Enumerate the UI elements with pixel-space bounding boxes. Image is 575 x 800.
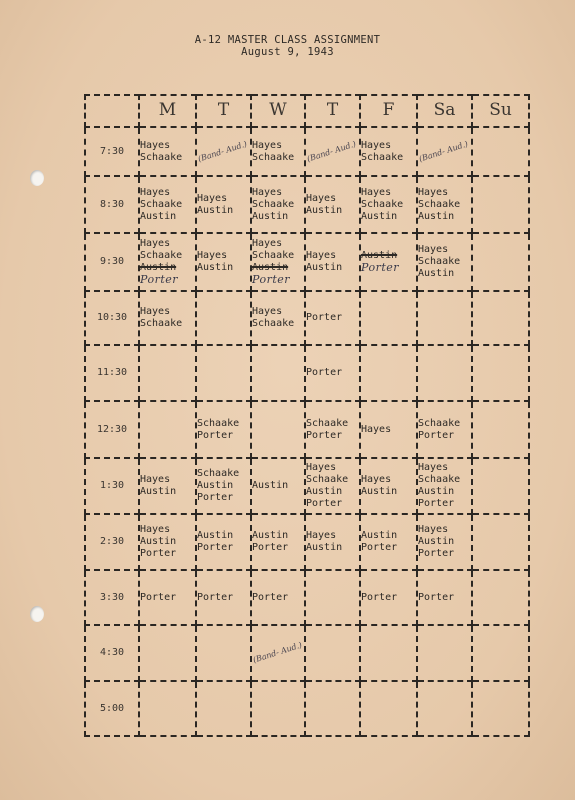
- schedule-cell: [360, 570, 417, 625]
- schedule-cell: [472, 127, 529, 176]
- instructor-name: Hayes: [418, 244, 449, 255]
- schedule-cell: [417, 514, 472, 570]
- schedule-cell: [360, 625, 417, 681]
- schedule-cell: [139, 401, 196, 458]
- schedule-table: [84, 94, 530, 737]
- time-cell: 3:30: [85, 570, 139, 625]
- schedule-cell: [139, 514, 196, 570]
- schedule-cell: [139, 681, 196, 736]
- schedule-cell: [305, 570, 360, 625]
- day-header: T: [196, 95, 251, 127]
- schedule-cell: [196, 127, 251, 176]
- instructor-name: Hayes: [418, 524, 449, 535]
- title-text: A-12 MASTER CLASS ASSIGNMENT: [194, 34, 381, 46]
- instructor-name: Austin: [140, 262, 177, 273]
- schedule-cell: [472, 401, 529, 458]
- schedule-cell: [472, 233, 529, 291]
- instructor-name: Porter: [197, 591, 234, 603]
- schedule-cell: [360, 458, 417, 514]
- instructor-name: Austin: [252, 530, 289, 541]
- day-header: M: [139, 95, 196, 127]
- schedule-cell: [417, 127, 472, 176]
- time-cell: 2:30: [85, 514, 139, 570]
- schedule-cell: [305, 345, 360, 401]
- schedule-cell: [139, 291, 196, 345]
- instructor-name: Schaake: [306, 474, 349, 485]
- time-cell: 8:30: [85, 176, 139, 233]
- schedule-cell: [139, 345, 196, 401]
- instructor-name: Porter: [418, 548, 455, 559]
- instructor-name: Austin: [140, 536, 177, 547]
- instructor-name: Porter: [140, 591, 177, 603]
- instructor-name: Hayes: [140, 139, 171, 151]
- instructor-name: Schaake: [140, 318, 183, 329]
- instructor-name: Hayes: [140, 306, 171, 317]
- instructor-name: Porter: [418, 429, 455, 441]
- schedule-cell: [139, 570, 196, 625]
- instructor-name: Schaake: [252, 318, 295, 329]
- day-header: F: [360, 95, 417, 127]
- instructor-name: Austin: [306, 486, 343, 497]
- instructor-name: Porter: [197, 542, 234, 553]
- instructor-name: Hayes: [252, 186, 283, 198]
- instructor-name: Hayes: [252, 306, 283, 317]
- schedule-cell: [196, 291, 251, 345]
- schedule-cell: [196, 401, 251, 458]
- instructor-name: Hayes: [252, 238, 283, 249]
- schedule-row: [85, 401, 529, 458]
- punch-hole: [30, 606, 44, 622]
- schedule-row: [85, 681, 529, 736]
- schedule-cell: [472, 176, 529, 233]
- handwritten-note: (Band- Aud.): [305, 138, 358, 164]
- time-cell: 7:30: [85, 127, 139, 176]
- schedule-cell: [417, 458, 472, 514]
- schedule-cell: [472, 681, 529, 736]
- instructor-name: Schaake: [418, 256, 461, 267]
- instructor-name: Schaake: [252, 250, 295, 261]
- instructor-name: Porter: [306, 498, 343, 509]
- schedule-cell: [196, 514, 251, 570]
- schedule-cell: [417, 233, 472, 291]
- instructor-name: Hayes: [361, 186, 392, 198]
- schedule-cell: [251, 127, 305, 176]
- schedule-row: [85, 458, 529, 514]
- schedule-row: [85, 233, 529, 291]
- instructor-name: Hayes: [306, 192, 337, 204]
- instructor-name: Austin: [361, 250, 398, 261]
- schedule-cell: [360, 401, 417, 458]
- schedule-row: [85, 176, 529, 233]
- schedule-cell: [139, 176, 196, 233]
- schedule-cell: [417, 176, 472, 233]
- instructor-name: Austin: [361, 530, 398, 541]
- instructor-name: Porter: [252, 542, 289, 553]
- schedule-cell: [417, 345, 472, 401]
- time-cell: 5:00: [85, 681, 139, 736]
- instructor-name: Schaake: [197, 417, 240, 429]
- schedule-cell: [472, 625, 529, 681]
- instructor-name: Porter: [418, 498, 455, 509]
- schedule-cell: [251, 401, 305, 458]
- schedule-cell: [196, 345, 251, 401]
- schedule-cell: [251, 233, 305, 291]
- instructor-name: Porter: [361, 261, 400, 274]
- schedule-cell: [251, 458, 305, 514]
- schedule-cell: [305, 127, 360, 176]
- instructor-name: Schaake: [361, 151, 404, 163]
- schedule-cell: [196, 681, 251, 736]
- instructor-name: Austin: [361, 486, 398, 497]
- instructor-name: Austin: [418, 536, 455, 547]
- schedule-cell: [360, 345, 417, 401]
- handwritten-note: (Band- Aud.): [196, 138, 249, 164]
- instructor-name: Austin: [197, 204, 234, 216]
- instructor-name: Porter: [418, 591, 455, 603]
- instructor-name: Austin: [140, 486, 177, 497]
- instructor-name: Porter: [197, 492, 234, 503]
- instructor-name: Schaake: [361, 198, 404, 210]
- date-text: August 9, 1943: [241, 46, 334, 58]
- schedule-cell: [305, 176, 360, 233]
- schedule-body: [85, 127, 529, 736]
- schedule-cell: [305, 625, 360, 681]
- instructor-name: Hayes: [306, 462, 337, 473]
- instructor-name: Porter: [140, 548, 177, 559]
- time-cell: 10:30: [85, 291, 139, 345]
- instructor-name: Porter: [306, 429, 343, 441]
- schedule-cell: [251, 514, 305, 570]
- header-corner: [85, 95, 139, 127]
- schedule-cell: [305, 681, 360, 736]
- instructor-name: Porter: [361, 591, 398, 603]
- schedule-cell: [360, 127, 417, 176]
- instructor-name: Porter: [140, 273, 179, 286]
- instructor-name: Hayes: [140, 238, 171, 249]
- instructor-name: Hayes: [361, 423, 392, 435]
- schedule-cell: [472, 458, 529, 514]
- instructor-name: Austin: [197, 480, 234, 491]
- time-cell: 4:30: [85, 625, 139, 681]
- schedule-row: [85, 570, 529, 625]
- instructor-name: Schaake: [252, 151, 295, 163]
- schedule-cell: [305, 233, 360, 291]
- schedule-cell: [196, 625, 251, 681]
- schedule-cell: [360, 514, 417, 570]
- instructor-name: Hayes: [418, 186, 449, 198]
- schedule-cell: [139, 458, 196, 514]
- schedule-cell: [417, 681, 472, 736]
- document-title: [0, 34, 575, 58]
- schedule-cell: [251, 625, 305, 681]
- schedule-cell: [196, 176, 251, 233]
- instructor-name: Austin: [306, 262, 343, 273]
- instructor-name: Austin: [418, 486, 455, 497]
- instructor-name: Austin: [197, 530, 234, 541]
- instructor-name: Austin: [418, 268, 455, 279]
- instructor-name: Schaake: [140, 250, 183, 261]
- schedule-cell: [360, 681, 417, 736]
- schedule-cell: [417, 291, 472, 345]
- instructor-name: Austin: [140, 210, 177, 222]
- instructor-name: Austin: [418, 210, 455, 222]
- instructor-name: Schaake: [140, 151, 183, 163]
- time-cell: 9:30: [85, 233, 139, 291]
- schedule-cell: [472, 514, 529, 570]
- day-header: W: [251, 95, 305, 127]
- schedule-row: [85, 291, 529, 345]
- instructor-name: Porter: [252, 273, 291, 286]
- instructor-name: Schaake: [197, 468, 240, 479]
- instructor-name: Schaake: [306, 417, 349, 429]
- instructor-name: Austin: [197, 262, 234, 273]
- instructor-name: Porter: [252, 591, 289, 603]
- instructor-name: Schaake: [140, 198, 183, 210]
- schedule-row: [85, 625, 529, 681]
- schedule-cell: [417, 625, 472, 681]
- schedule-cell: [472, 345, 529, 401]
- schedule-cell: [139, 127, 196, 176]
- time-cell: 1:30: [85, 458, 139, 514]
- instructor-name: Austin: [306, 542, 343, 553]
- instructor-name: Hayes: [140, 524, 171, 535]
- schedule-cell: [251, 681, 305, 736]
- schedule-cell: [305, 514, 360, 570]
- instructor-name: Hayes: [197, 192, 228, 204]
- instructor-name: Hayes: [140, 186, 171, 198]
- schedule-cell: [305, 291, 360, 345]
- handwritten-note: (Band- Aud.): [251, 640, 304, 665]
- schedule-cell: [139, 233, 196, 291]
- schedule-cell: [251, 345, 305, 401]
- instructor-name: Hayes: [140, 474, 171, 485]
- instructor-name: Porter: [306, 312, 343, 323]
- schedule-cell: [472, 291, 529, 345]
- instructor-name: Austin: [252, 210, 289, 222]
- instructor-name: Austin: [361, 210, 398, 222]
- schedule-cell: [196, 458, 251, 514]
- day-header: Sa: [417, 95, 472, 127]
- day-header: Su: [472, 95, 529, 127]
- schedule-cell: [417, 570, 472, 625]
- schedule-cell: [251, 570, 305, 625]
- instructor-name: Porter: [306, 367, 343, 378]
- schedule-cell: [305, 458, 360, 514]
- instructor-name: Porter: [361, 542, 398, 553]
- instructor-name: Hayes: [197, 250, 228, 261]
- instructor-name: Austin: [252, 262, 289, 273]
- handwritten-note: (Band- Aud.): [417, 138, 470, 164]
- schedule-cell: [139, 625, 196, 681]
- instructor-name: Austin: [306, 204, 343, 216]
- schedule-cell: [251, 291, 305, 345]
- instructor-name: Hayes: [252, 139, 283, 151]
- instructor-name: Austin: [252, 480, 289, 491]
- schedule-cell: [196, 570, 251, 625]
- schedule-cell: [305, 401, 360, 458]
- instructor-name: Hayes: [361, 474, 392, 485]
- schedule-cell: [360, 233, 417, 291]
- instructor-name: Schaake: [418, 198, 461, 210]
- instructor-name: Schaake: [418, 474, 461, 485]
- instructor-name: Schaake: [252, 198, 295, 210]
- punch-hole: [30, 170, 44, 186]
- schedule-row: [85, 127, 529, 176]
- instructor-name: Hayes: [306, 530, 337, 541]
- instructor-name: Hayes: [418, 462, 449, 473]
- schedule-cell: [196, 233, 251, 291]
- schedule-cell: [251, 176, 305, 233]
- instructor-name: Hayes: [306, 250, 337, 261]
- header-row: [85, 95, 529, 127]
- schedule-cell: [360, 176, 417, 233]
- time-cell: 12:30: [85, 401, 139, 458]
- instructor-name: Schaake: [418, 417, 461, 429]
- schedule-cell: [417, 401, 472, 458]
- schedule-cell: [360, 291, 417, 345]
- schedule-row: [85, 514, 529, 570]
- schedule-cell: [472, 570, 529, 625]
- instructor-name: Hayes: [361, 139, 392, 151]
- day-header: T: [305, 95, 360, 127]
- instructor-name: Porter: [197, 429, 234, 441]
- schedule-row: [85, 345, 529, 401]
- time-cell: 11:30: [85, 345, 139, 401]
